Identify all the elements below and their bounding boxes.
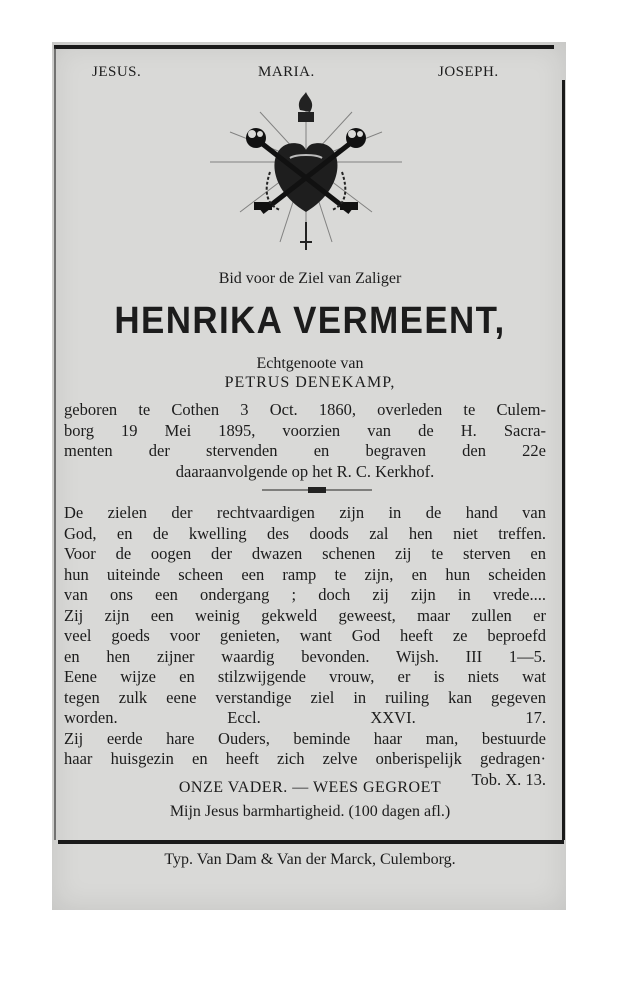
verse-line: De zielen der rechtvaardigen zijn in de hand van (64, 503, 546, 522)
bio-line: borg 19 Mei 1895, voorzien van de H. Sacra- (64, 420, 546, 440)
printer-imprint: Typ. Van Dam & Van der Marck, Culemborg. (164, 851, 456, 868)
verse-line: Voor de oogen der dwazen schenen zij te sterven en (64, 544, 546, 563)
verse-line: hun uiteinde scheen een ramp te zijn, en hun scheiden (64, 564, 546, 584)
bio-line: menten der stervenden en begraven den 22e (64, 441, 546, 460)
verse-line: Zij eerde hare Ouders, beminde haar man, bestuurde (64, 728, 546, 748)
verse-line: Tob. X. 13. (471, 769, 546, 789)
verse-line: veel goeds voor genieten, want God heeft ze beproefd (64, 626, 546, 645)
verse-line: Zij zijn een weinig gekweld geweest, maar zullen er (64, 605, 546, 625)
verse-line: Eene wijze en stilzwijgende vrouw, er is niets wat (64, 667, 546, 686)
verse-line: God, en de kwelling des doods zal hen niet treffen. (64, 523, 546, 543)
header-maria: MARIA. (258, 64, 315, 80)
verse-line: en hen zijner waardig bevonden. Wijsh. III 1—5. (64, 646, 546, 666)
prayer-line-2: Mijn Jesus barmhartigheid. (100 dagen afl.) (169, 803, 451, 820)
verse-line: worden. Eccl. XXVI. 17. (64, 708, 546, 727)
scripture-verses (64, 503, 546, 790)
verse-line: tegen zulk eene verstandige ziel in ruiling kan gegeven (64, 687, 546, 707)
spouse-name: PETRUS DENEKAMP, (224, 374, 396, 391)
bio-line: daaraanvolgende op het R. C. Kerkhof. (175, 461, 435, 481)
sacred-heart-crossed-keys-icon (200, 92, 412, 260)
top-border-rule (54, 45, 554, 49)
left-border-rule (54, 48, 56, 840)
bottom-border-rule (58, 840, 564, 844)
verse-line: haar huisgezin en heeft zich zelve onberispelijk gedragen· (64, 749, 546, 768)
header-joseph: JOSEPH. (438, 64, 499, 80)
ornamental-divider (262, 487, 372, 493)
bio-line: geboren te Cothen 3 Oct. 1860, overleden te Culem- (64, 400, 546, 419)
prayer-line-1: ONZE VADER. — WEES GEGROET (178, 779, 442, 796)
biography (64, 400, 546, 482)
right-border-rule (562, 80, 565, 840)
deceased-name: HENRIKA VERMEENT, (114, 300, 506, 342)
header-jesus: JESUS. (92, 64, 142, 80)
verse-line: van ons een ondergang ; doch zij zijn in vrede.... (64, 585, 546, 604)
spouse-label: Echtgenoote van (256, 355, 364, 372)
intro-text: Bid voor de Ziel van Zaliger (218, 270, 402, 287)
